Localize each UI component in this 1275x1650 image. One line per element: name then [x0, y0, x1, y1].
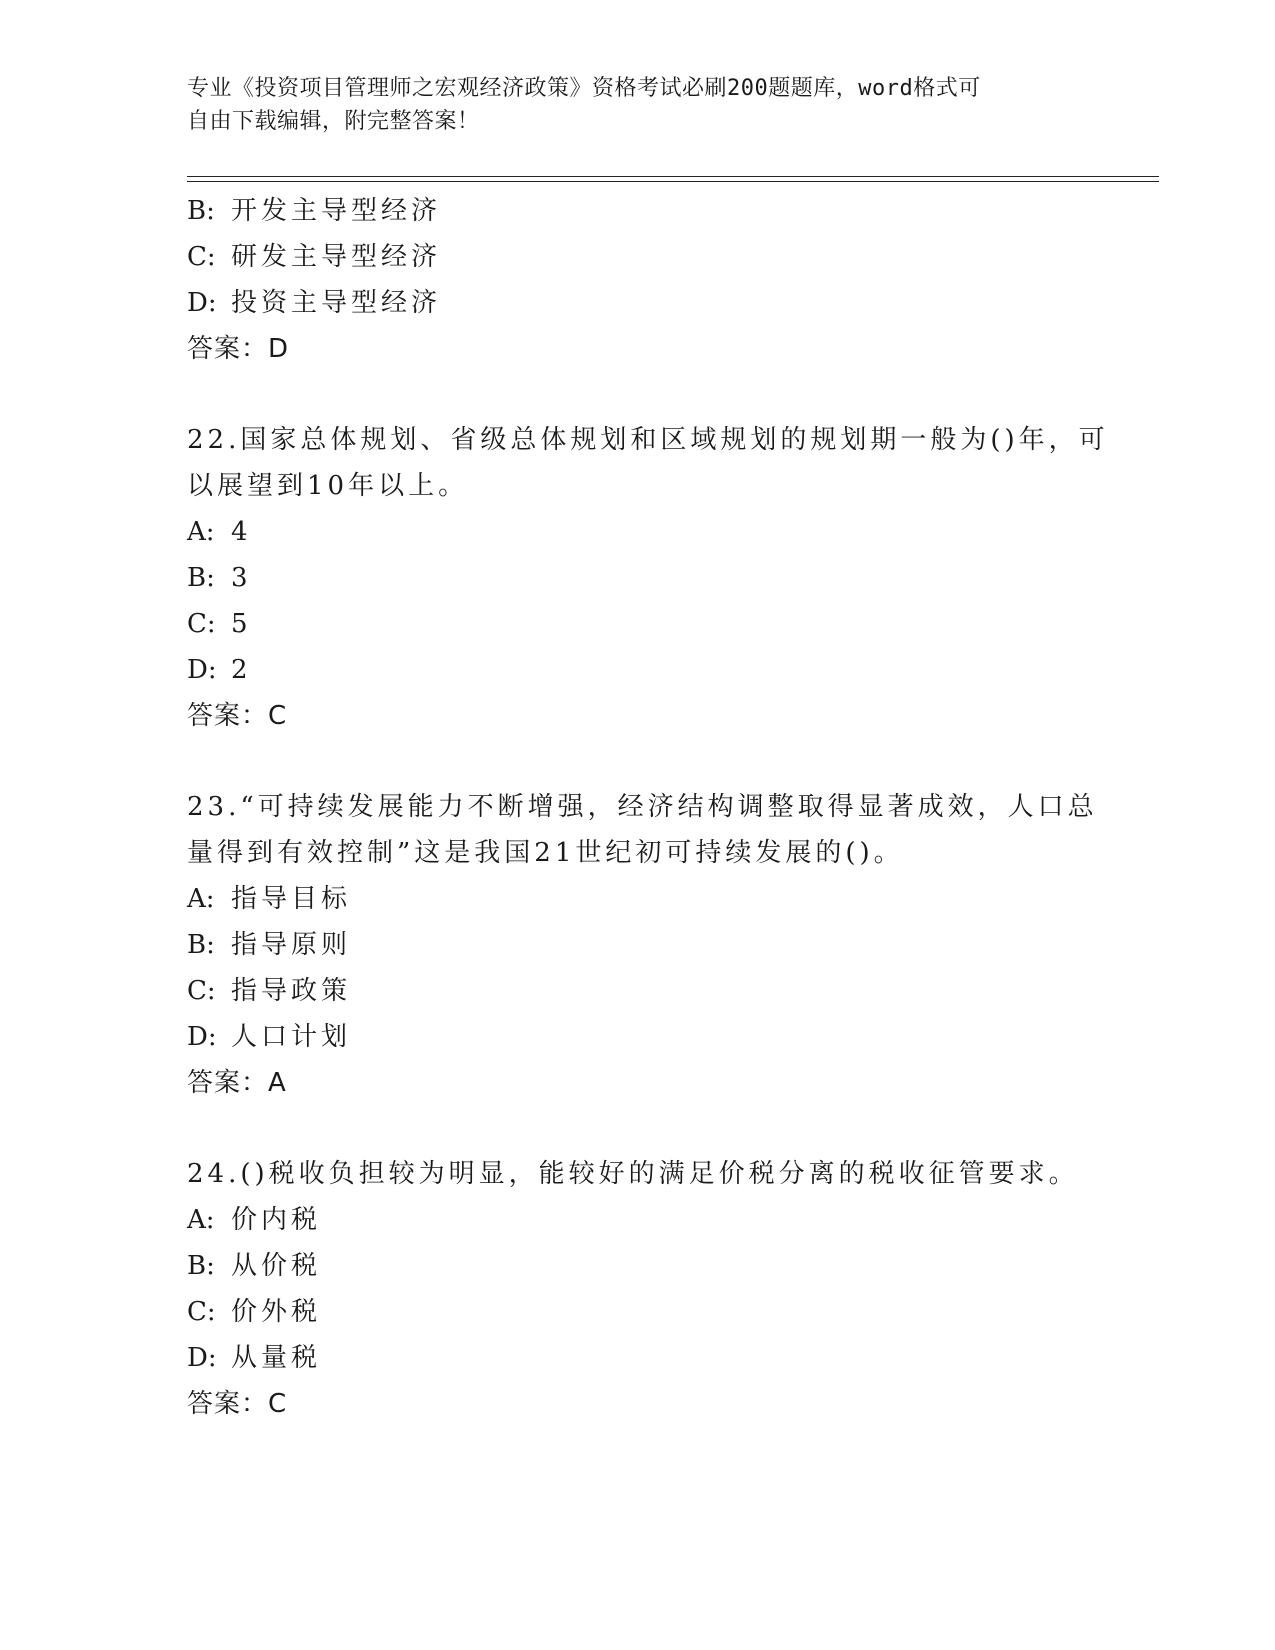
- header-divider-top: [187, 176, 1159, 177]
- option-d: D: 投资主导型经济: [187, 288, 442, 318]
- answer-line: 答案：C: [187, 701, 288, 731]
- question-text-line: 22.国家总体规划、省级总体规划和区域规划的规划期一般为()年，可: [187, 425, 1109, 455]
- question-22: [187, 417, 1109, 739]
- option-b: B: 指导原则: [187, 930, 352, 960]
- question-24: [187, 1151, 1087, 1427]
- option-d: D: 人口计划: [187, 1022, 352, 1052]
- option-d: D: 从量税: [187, 1343, 322, 1373]
- continued-question: [187, 188, 1087, 372]
- question-list: [187, 188, 1109, 1427]
- answer-line: 答案：C: [187, 1389, 288, 1419]
- option-d: D: 2: [187, 655, 252, 685]
- question-23: [187, 784, 1098, 1106]
- document-header: [187, 72, 1067, 138]
- option-b: B: 从价税: [187, 1251, 322, 1281]
- option-c: C: 5: [187, 609, 252, 639]
- option-a: A: 价内税: [187, 1205, 322, 1235]
- question-text-line: 量得到有效控制”这是我国21世纪初可持续发展的()。: [187, 838, 904, 868]
- option-a: A: 4: [187, 517, 252, 547]
- header-divider-bottom: [187, 181, 1159, 182]
- question-text-line: 23.“可持续发展能力不断增强，经济结构调整取得显著成效，人口总: [187, 792, 1098, 822]
- option-b: B: 开发主导型经济: [187, 196, 442, 226]
- option-c: C: 价外税: [187, 1297, 322, 1327]
- question-text-line: 以展望到10年以上。: [187, 471, 469, 501]
- option-a: A: 指导目标: [187, 884, 352, 914]
- answer-line: 答案：A: [187, 1068, 287, 1098]
- answer-line: 答案：D: [187, 334, 290, 364]
- header-line-1: 专业《投资项目管理师之宏观经济政策》资格考试必刷200题题库，word格式可: [187, 76, 981, 101]
- question-text-line: 24.()税收负担较为明显，能较好的满足价税分离的税收征管要求。: [187, 1159, 1079, 1189]
- option-b: B: 3: [187, 563, 252, 593]
- header-line-2: 自由下载编辑，附完整答案！: [187, 109, 480, 134]
- option-c: C: 指导政策: [187, 976, 352, 1006]
- option-c: C: 研发主导型经济: [187, 242, 442, 272]
